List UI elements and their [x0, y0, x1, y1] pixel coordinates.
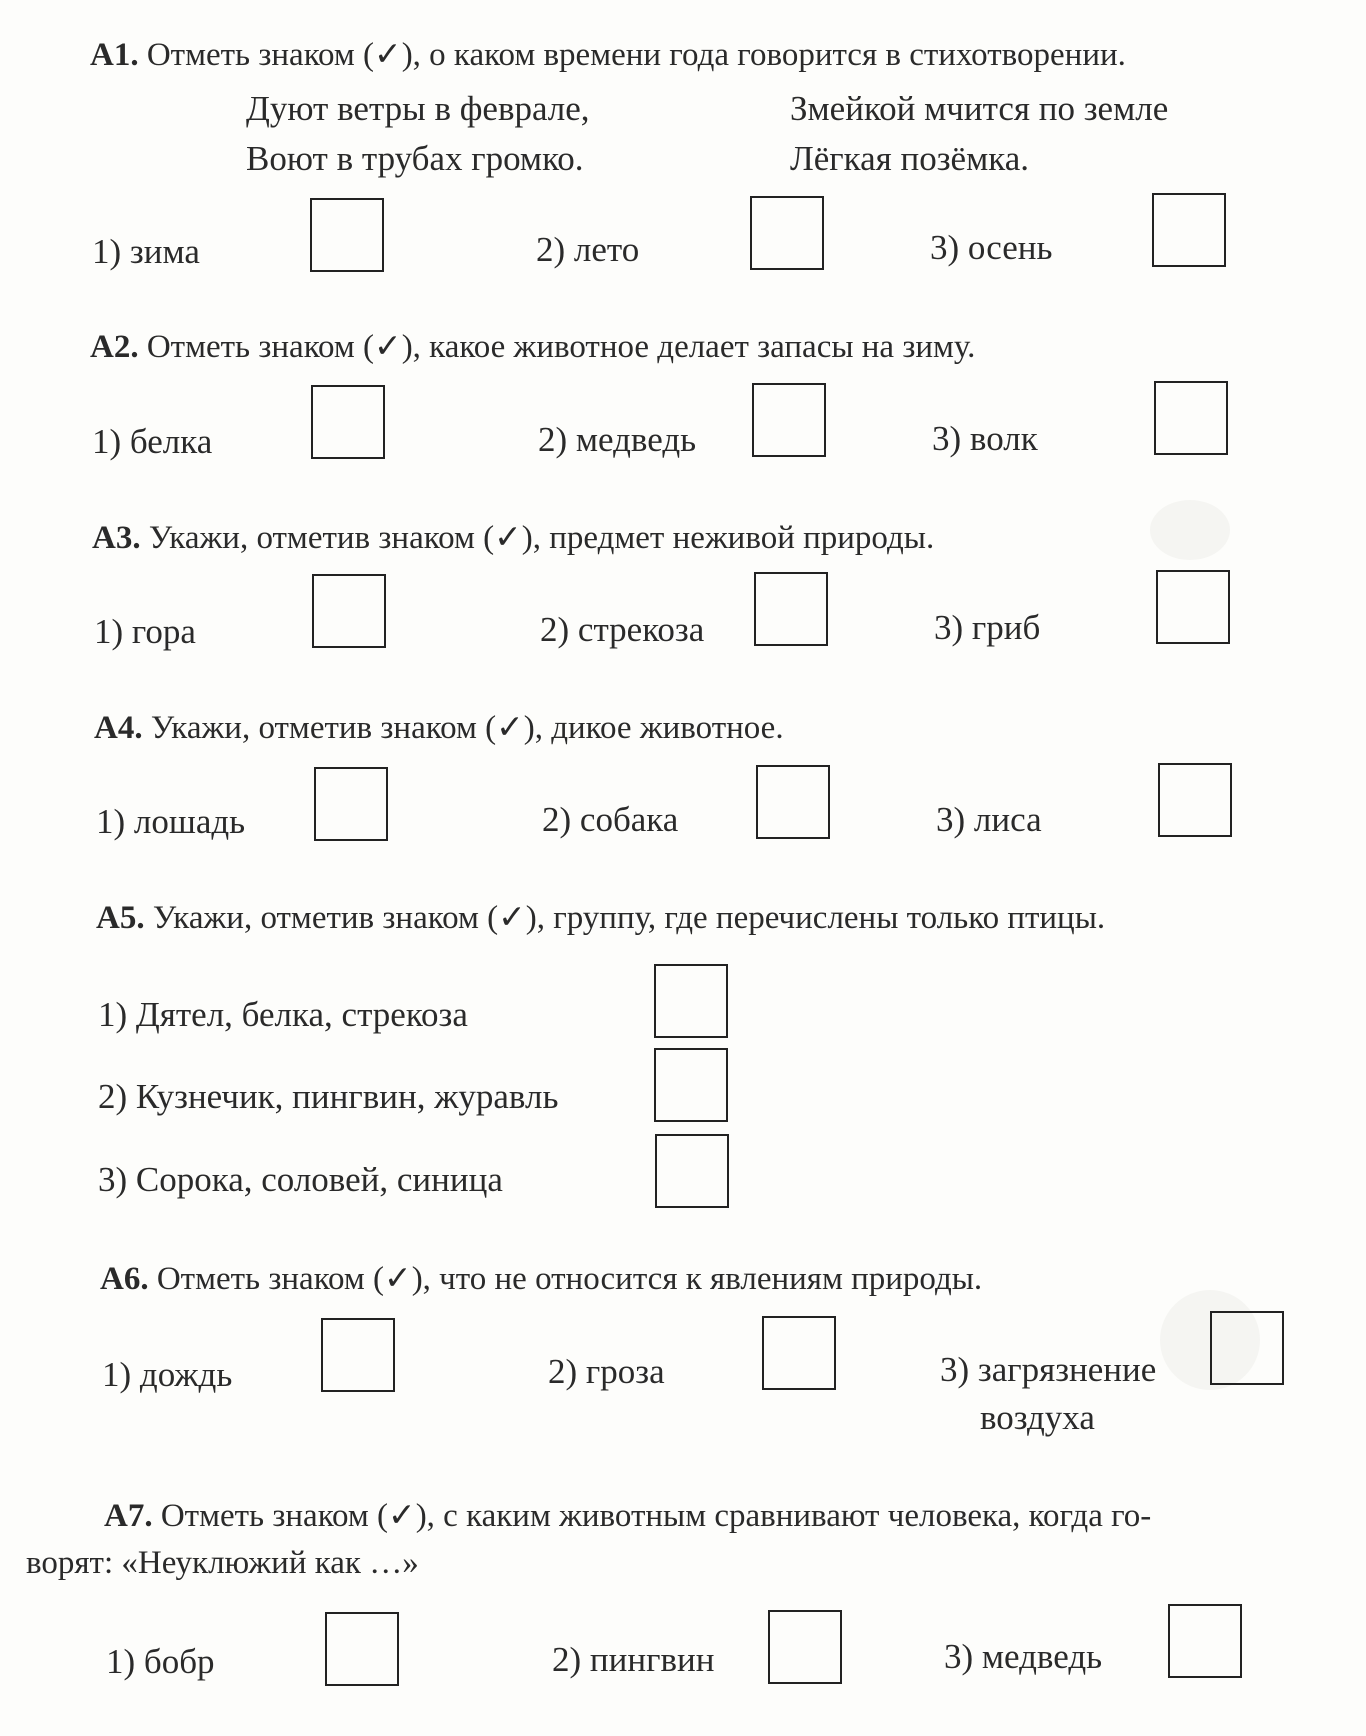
- answer-checkbox[interactable]: [321, 1318, 395, 1392]
- option-label: 2) медведь: [538, 420, 697, 459]
- answer-checkbox[interactable]: [756, 765, 830, 839]
- option-label: 3) гриб: [934, 608, 1041, 647]
- answer-checkbox[interactable]: [752, 383, 826, 457]
- option-label: 1) дождь: [102, 1355, 233, 1394]
- answer-checkbox[interactable]: [312, 574, 386, 648]
- option-label: 3) загрязнение: [940, 1350, 1157, 1389]
- answer-checkbox[interactable]: [750, 196, 824, 270]
- question-a7: [104, 1495, 1151, 1535]
- option-label: 2) собака: [542, 800, 679, 839]
- question-text: Укажи, отметив знаком (✓), дикое животное.: [150, 710, 784, 746]
- option-label-continued: воздуха: [980, 1398, 1095, 1437]
- question-number: А6.: [100, 1261, 149, 1297]
- question-number: А3.: [92, 520, 141, 556]
- question-text: Укажи, отметив знаком (✓), предмет неживой природы.: [148, 520, 935, 556]
- option-label: 3) осень: [930, 228, 1053, 267]
- answer-checkbox[interactable]: [762, 1316, 836, 1390]
- option-label: 1) гора: [94, 612, 196, 651]
- option-label: 1) зима: [92, 232, 200, 271]
- answer-checkbox[interactable]: [311, 385, 385, 459]
- poem-left: [246, 84, 590, 184]
- option-label: 2) пингвин: [552, 1640, 715, 1679]
- answer-checkbox[interactable]: [1154, 381, 1228, 455]
- poem-line: Лёгкая позёмка.: [790, 139, 1029, 178]
- question-text: Отметь знаком (✓), о каком времени года говорится в стихотворении.: [146, 37, 1126, 73]
- option-label: 2) гроза: [548, 1352, 665, 1391]
- question-a5: [96, 897, 1105, 937]
- option-label: 2) стрекоза: [540, 610, 705, 649]
- option-label: 2) Кузнечик, пингвин, журавль: [98, 1077, 559, 1116]
- option-label: 3) Сорока, соловей, синица: [98, 1160, 503, 1199]
- answer-checkbox[interactable]: [325, 1612, 399, 1686]
- poem-right: [790, 84, 1168, 184]
- question-text: Отметь знаком (✓), что не относится к явлениям природы.: [156, 1261, 983, 1297]
- answer-checkbox[interactable]: [1158, 763, 1232, 837]
- answer-checkbox[interactable]: [1210, 1311, 1284, 1385]
- question-a1: [90, 34, 1126, 74]
- question-text: Укажи, отметив знаком (✓), группу, где перечислены только птицы.: [152, 900, 1106, 936]
- option-label: 3) медведь: [944, 1637, 1103, 1676]
- poem-line: Воют в трубах громко.: [246, 139, 584, 178]
- poem-line: Дуют ветры в феврале,: [246, 89, 590, 128]
- poem-line: Змейкой мчится по земле: [790, 89, 1169, 128]
- option-label: 3) лиса: [936, 800, 1042, 839]
- option-label: 2) лето: [536, 230, 640, 269]
- option-label: 1) бобр: [106, 1642, 215, 1681]
- question-text: Отметь знаком (✓), какое животное делает запасы на зиму.: [146, 329, 976, 365]
- question-number: А4.: [94, 710, 143, 746]
- question-number: А1.: [90, 37, 139, 73]
- answer-checkbox[interactable]: [655, 1134, 729, 1208]
- option-label: 1) белка: [92, 422, 213, 461]
- question-text: Отметь знаком (✓), с каким животным сравнивают человека, когда го-: [160, 1498, 1152, 1534]
- answer-checkbox[interactable]: [310, 198, 384, 272]
- option-label: 3) волк: [932, 419, 1038, 458]
- answer-checkbox[interactable]: [654, 964, 728, 1038]
- answer-checkbox[interactable]: [654, 1048, 728, 1122]
- question-number: А7.: [104, 1498, 153, 1534]
- option-label: 1) Дятел, белка, стрекоза: [98, 995, 468, 1034]
- question-number: А5.: [96, 900, 145, 936]
- scan-stain: [1150, 500, 1230, 560]
- answer-checkbox[interactable]: [754, 572, 828, 646]
- question-number: А2.: [90, 329, 139, 365]
- question-a3: [92, 517, 934, 557]
- question-text-continued: ворят: «Неуклюжий как …»: [26, 1545, 419, 1581]
- answer-checkbox[interactable]: [314, 767, 388, 841]
- answer-checkbox[interactable]: [1168, 1604, 1242, 1678]
- answer-checkbox[interactable]: [768, 1610, 842, 1684]
- answer-checkbox[interactable]: [1156, 570, 1230, 644]
- question-a4: [94, 707, 784, 747]
- question-a2: [90, 326, 975, 366]
- question-a6: [100, 1258, 982, 1298]
- option-label: 1) лошадь: [96, 802, 246, 841]
- answer-checkbox[interactable]: [1152, 193, 1226, 267]
